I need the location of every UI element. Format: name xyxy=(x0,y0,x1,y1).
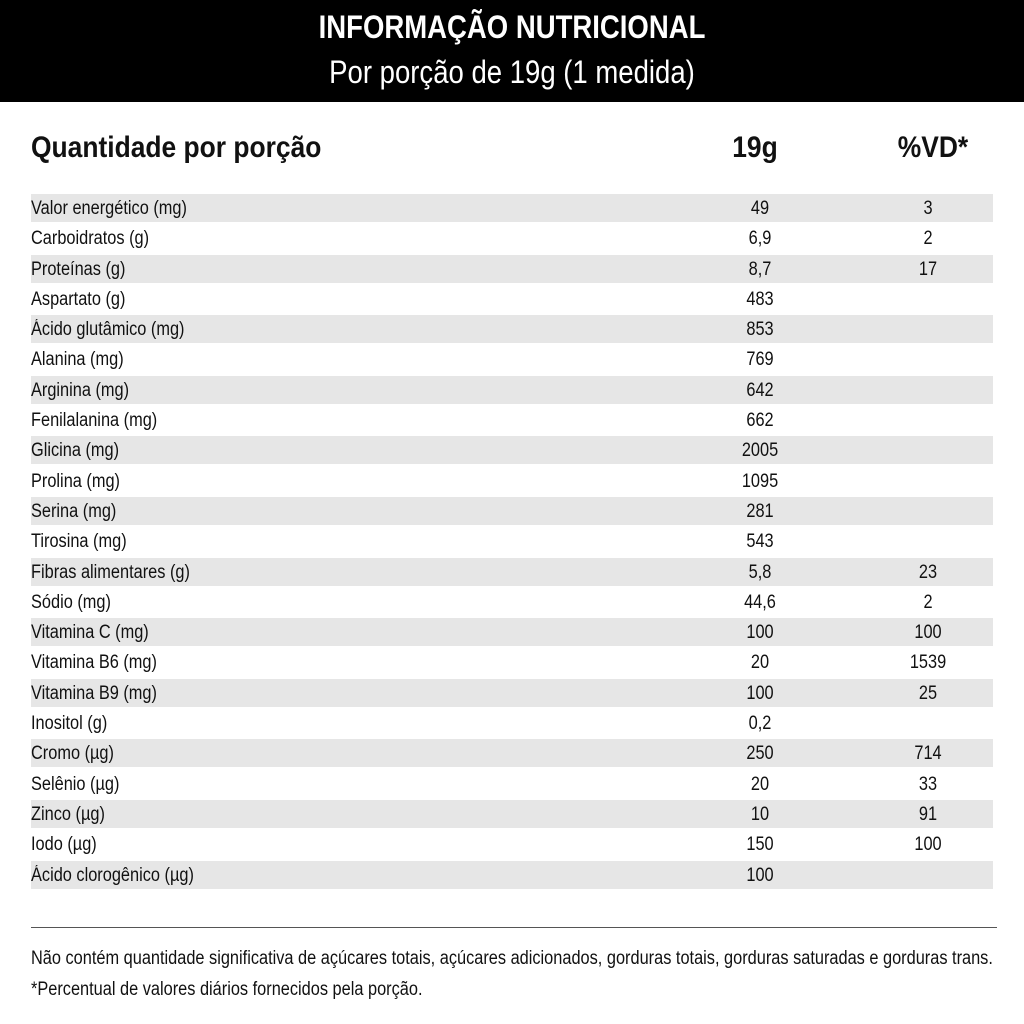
nutrient-vd: 3 xyxy=(923,198,933,219)
nutrient-name: Zinco (µg) xyxy=(31,803,105,825)
nutrition-table xyxy=(0,194,1024,891)
nutrient-vd: 23 xyxy=(918,561,938,583)
table-row xyxy=(0,861,1024,891)
nutrient-vd: 2 xyxy=(923,228,933,250)
label-title: INFORMAÇÃO NUTRICIONAL xyxy=(318,9,706,45)
nutrient-name: Proteínas (g) xyxy=(31,258,126,280)
nutrient-amount: 0,2 xyxy=(748,713,772,735)
column-header-vd: %VD* xyxy=(897,131,969,164)
nutrient-name: Arginina (mg) xyxy=(31,379,130,401)
footnote-vd-explanation: *Percentual de valores diários fornecidos pela porção. xyxy=(31,979,423,1000)
table-row xyxy=(0,345,1024,375)
table-row xyxy=(0,739,1024,769)
nutrient-amount: 10 xyxy=(750,803,770,825)
nutrient-amount: 20 xyxy=(750,652,770,674)
nutrient-amount: 250 xyxy=(746,743,774,765)
table-row xyxy=(0,770,1024,800)
nutrient-name: Alanina (mg) xyxy=(31,349,124,371)
nutrient-name: Ácido glutâmico (mg) xyxy=(31,319,185,341)
table-row xyxy=(0,285,1024,315)
table-row xyxy=(0,709,1024,739)
row-background xyxy=(31,800,993,828)
row-background xyxy=(31,255,993,283)
table-row xyxy=(0,558,1024,588)
nutrient-amount: 100 xyxy=(746,622,774,644)
table-row xyxy=(0,436,1024,466)
nutrient-name: Inositol (g) xyxy=(31,713,108,735)
nutrient-amount: 642 xyxy=(746,379,774,401)
nutrient-vd: 33 xyxy=(918,773,938,795)
nutrient-vd: 714 xyxy=(914,743,942,765)
row-background xyxy=(31,497,993,525)
row-background xyxy=(31,618,993,646)
nutrient-vd: 1539 xyxy=(909,652,947,674)
nutrient-amount: 281 xyxy=(746,500,774,522)
table-row xyxy=(0,194,1024,224)
nutrient-amount: 543 xyxy=(746,531,774,553)
table-row xyxy=(0,527,1024,557)
nutrient-name: Prolina (mg) xyxy=(31,470,120,492)
nutrient-amount: 769 xyxy=(746,349,774,371)
nutrient-amount: 100 xyxy=(746,864,774,886)
nutrient-vd: 91 xyxy=(918,803,938,825)
table-row xyxy=(0,679,1024,709)
nutrient-name: Selênio (µg) xyxy=(31,773,120,795)
table-row xyxy=(0,467,1024,497)
table-row xyxy=(0,255,1024,285)
table-row xyxy=(0,800,1024,830)
nutrient-name: Tirosina (mg) xyxy=(31,531,127,553)
nutrient-name: Vitamina B9 (mg) xyxy=(31,682,157,704)
table-row xyxy=(0,315,1024,345)
nutrient-amount: 100 xyxy=(746,682,774,704)
footer-divider xyxy=(31,927,997,928)
nutrient-name: Serina (mg) xyxy=(31,500,117,522)
nutrient-name: Aspartato (g) xyxy=(31,288,126,310)
nutrient-amount: 1095 xyxy=(741,470,779,492)
nutrient-amount: 483 xyxy=(746,288,774,310)
row-background xyxy=(31,679,993,707)
nutrient-name: Carboidratos (g) xyxy=(31,228,150,250)
nutrient-amount: 662 xyxy=(746,410,774,432)
column-header-amount: 19g xyxy=(732,131,778,164)
nutrient-name: Ácido clorogênico (µg) xyxy=(31,864,194,886)
nutrient-name: Cromo (µg) xyxy=(31,743,114,765)
nutrient-name: Fenilalanina (mg) xyxy=(31,410,158,432)
table-row xyxy=(0,588,1024,618)
nutrient-name: Valor energético (mg) xyxy=(31,198,187,219)
nutrient-vd: 17 xyxy=(918,258,938,280)
nutrient-name: Iodo (µg) xyxy=(31,834,97,856)
header-banner xyxy=(0,0,1024,102)
nutrient-amount: 5,8 xyxy=(748,561,772,583)
table-row xyxy=(0,830,1024,860)
table-row xyxy=(0,618,1024,648)
table-row xyxy=(0,406,1024,436)
nutrient-amount: 853 xyxy=(746,319,774,341)
nutrient-name: Vitamina B6 (mg) xyxy=(31,652,157,674)
nutrient-amount: 49 xyxy=(750,198,770,219)
nutrient-name: Glicina (mg) xyxy=(31,440,120,462)
table-row xyxy=(0,497,1024,527)
nutrient-vd: 100 xyxy=(914,622,942,644)
row-background xyxy=(31,739,993,767)
footnote-not-significant: Não contém quantidade significativa de açúcares totais, açúcares adicionados, gorduras totais, gorduras saturadas e gorduras trans. xyxy=(31,948,993,969)
nutrient-amount: 2005 xyxy=(741,440,779,462)
column-header-quantity: Quantidade por porção xyxy=(31,131,322,164)
serving-subtitle: Por porção de 19g (1 medida) xyxy=(329,54,695,90)
nutrient-name: Sódio (mg) xyxy=(31,591,111,613)
table-row xyxy=(0,376,1024,406)
nutrient-amount: 150 xyxy=(746,834,774,856)
nutrient-name: Vitamina C (mg) xyxy=(31,622,149,644)
nutrient-vd: 2 xyxy=(923,591,933,613)
table-row xyxy=(0,648,1024,678)
nutrient-amount: 44,6 xyxy=(744,591,776,613)
nutrient-name: Fibras alimentares (g) xyxy=(31,561,190,583)
nutrient-vd: 25 xyxy=(918,682,938,704)
nutrient-amount: 6,9 xyxy=(748,228,772,250)
nutrient-amount: 20 xyxy=(750,773,770,795)
nutrient-vd: 100 xyxy=(914,834,942,856)
nutrient-amount: 8,7 xyxy=(748,258,772,280)
row-background xyxy=(31,436,993,464)
row-background xyxy=(31,376,993,404)
table-row xyxy=(0,224,1024,254)
